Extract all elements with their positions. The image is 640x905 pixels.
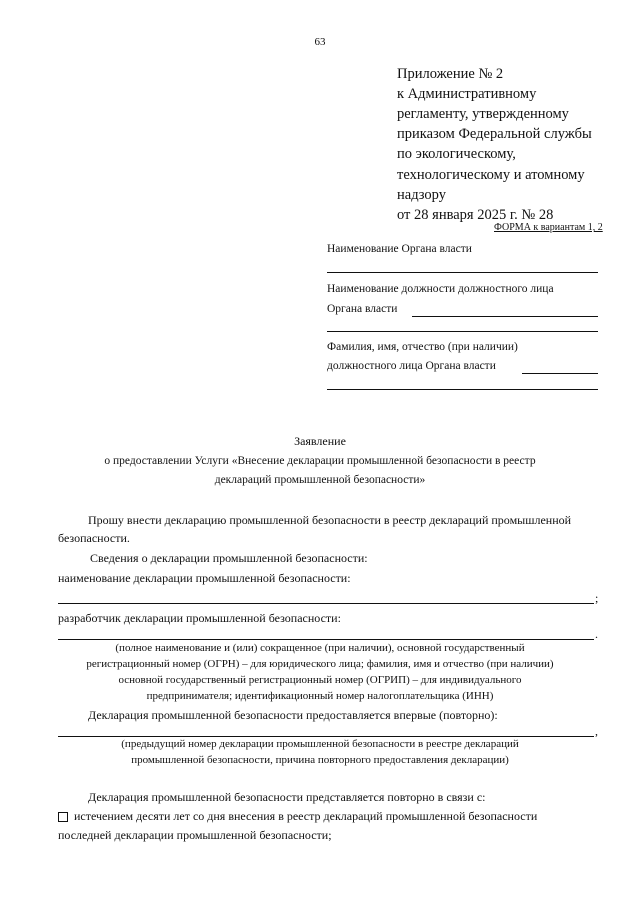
fio-label: Фамилия, имя, отчество (при наличии): [327, 341, 518, 353]
position-field-cont[interactable]: [327, 331, 598, 332]
declaration-name-label: наименование декларации промышленной безопасности:: [58, 571, 351, 585]
position-label: Наименование должности должностного лица: [327, 283, 554, 295]
option1-text: истечением десяти лет со дня внесения в реестр деклараций промышленной безопасности: [74, 809, 538, 823]
declaration-name-field[interactable]: [58, 603, 594, 604]
request-text-cont: безопасности.: [58, 531, 130, 545]
statement-subtitle-cont: деклараций промышленной безопасности»: [214, 474, 426, 486]
fio-label-cont: должностного лица Органа власти: [327, 360, 496, 372]
developer-hint: (полное наименование и (или) сокращенное (при наличии), основной государственный: [115, 642, 525, 654]
form-label: ФОРМА к вариантам 1, 2: [494, 222, 603, 233]
developer-period: .: [595, 627, 598, 641]
info-heading: Сведения о декларации промышленной безопасности:: [90, 551, 368, 565]
position-label-cont: Органа власти: [327, 303, 398, 315]
developer-field[interactable]: [58, 639, 594, 640]
developer-hint: предпринимателя; идентификационный номер налогоплательщика (ИНН): [146, 690, 494, 702]
fio-field-cont[interactable]: [327, 389, 598, 390]
fio-field[interactable]: [522, 373, 598, 374]
appendix-line: надзору: [397, 187, 446, 203]
appendix-line: к Административному: [397, 86, 537, 102]
previous-number-field[interactable]: [58, 736, 594, 737]
position-field[interactable]: [412, 316, 598, 317]
comma: ,: [595, 724, 598, 738]
semicolon: ;: [595, 591, 599, 605]
previous-hint: промышленной безопасности, причина повторного предоставления декларации): [131, 754, 509, 766]
option1-text-cont: последней декларации промышленной безопасности;: [58, 828, 332, 842]
developer-label: разработчик декларации промышленной безопасности:: [58, 611, 341, 625]
appendix-line: по экологическому,: [397, 146, 516, 162]
appendix-line: приказом Федеральной службы: [397, 126, 592, 142]
request-text: Прошу внести декларацию промышленной безопасности в реестр деклараций промышленной: [88, 513, 572, 527]
previous-hint: (предыдущий номер декларации промышленной безопасности в реестре деклараций: [121, 738, 519, 750]
statement-title: Заявление: [294, 434, 346, 448]
page-number: 63: [314, 36, 326, 48]
appendix-line: регламенту, утвержденному: [397, 106, 569, 122]
statement-subtitle: о предоставлении Услуги «Внесение декларации промышленной безопасности в реестр: [104, 455, 536, 467]
option1-checkbox[interactable]: [58, 812, 68, 822]
first-time-label: Декларация промышленной безопасности предоставляется впервые (повторно):: [88, 708, 498, 722]
appendix-line: технологическому и атомному: [397, 167, 585, 183]
authority-name-label: Наименование Органа власти: [327, 243, 472, 255]
developer-hint: регистрационный номер (ОГРН) – для юридического лица; фамилия, имя и отчество (при наличии): [86, 658, 554, 670]
authority-name-field[interactable]: [327, 272, 598, 273]
appendix-line: Приложение № 2: [397, 66, 504, 82]
repeat-label: Декларация промышленной безопасности представляется повторно в связи с:: [88, 790, 486, 804]
developer-hint: основной государственный регистрационный номер (ОГРИП) – для индивидуального: [118, 674, 522, 686]
appendix-line: от 28 января 2025 г. № 28: [397, 207, 554, 223]
